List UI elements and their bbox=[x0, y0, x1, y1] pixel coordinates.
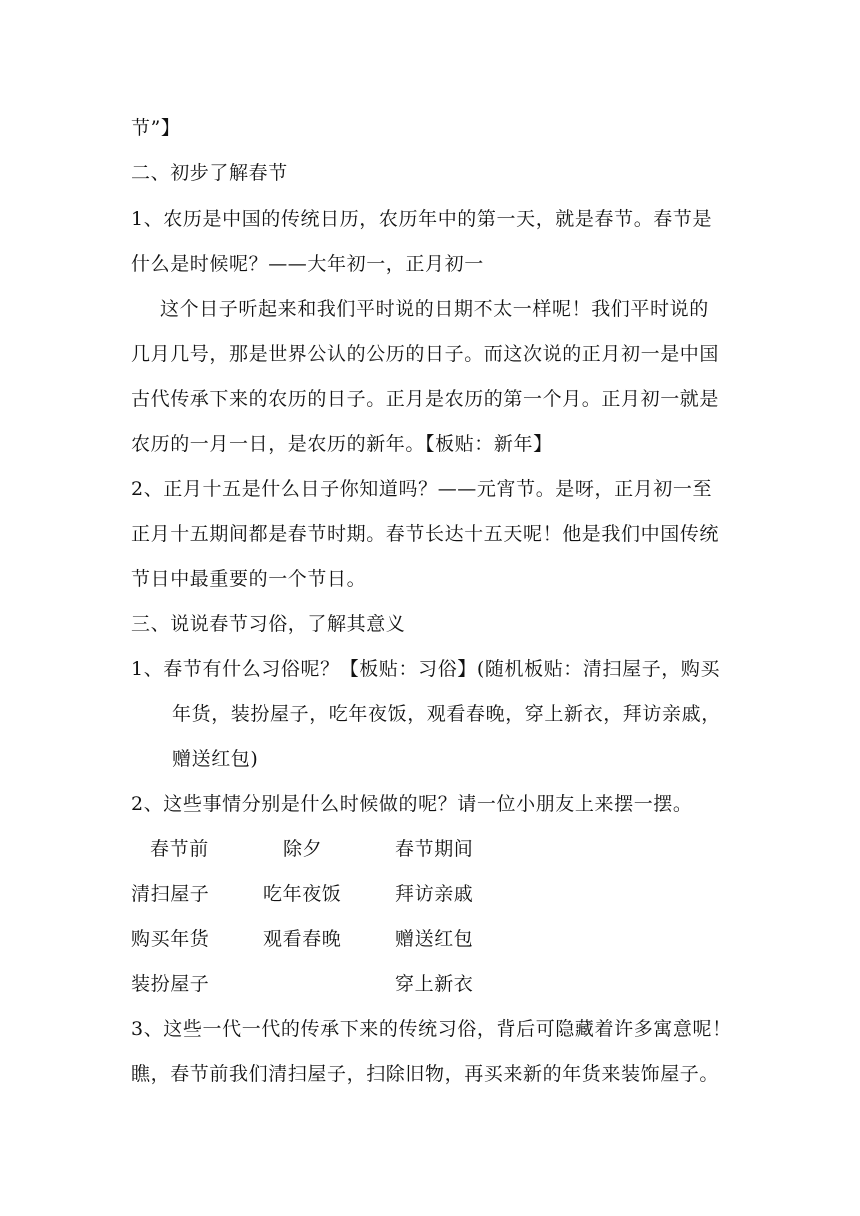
text-line: 几月几号，那是世界公认的公历的日子。而这次说的正月初一是中国 bbox=[131, 343, 720, 365]
table-cell: 拜访亲戚 bbox=[395, 883, 474, 905]
text-line: 正月十五期间都是春节时期。春节长达十五天呢！他是我们中国传统 bbox=[131, 523, 720, 545]
section-heading: 二、初步了解春节 bbox=[131, 162, 288, 184]
text-line: 赠送红包) bbox=[172, 748, 259, 770]
text-line: 古代传承下来的农历的日子。正月是农历的第一个月。正月初一就是 bbox=[131, 388, 720, 410]
text-line: 这个日子听起来和我们平时说的日期不太一样呢！我们平时说的 bbox=[160, 298, 709, 320]
table-header: 除夕 bbox=[283, 838, 323, 860]
text-line: 3、这些一代一代的传承下来的传统习俗，背后可隐藏着许多寓意呢！ bbox=[131, 1018, 732, 1040]
text-line: 2、这些事情分别是什么时候做的呢？请一位小朋友上来摆一摆。 bbox=[131, 793, 693, 815]
table-header: 春节期间 bbox=[395, 838, 474, 860]
text-line: 2、正月十五是什么日子你知道吗？——元宵节。是呀，正月初一至 bbox=[131, 478, 713, 500]
text-line: 节”】 bbox=[131, 117, 181, 139]
table-cell: 购买年货 bbox=[131, 928, 210, 950]
text-line: 年货，装扮屋子，吃年夜饭，观看春晚，穿上新衣，拜访亲戚， bbox=[172, 703, 721, 725]
table-cell: 观看春晚 bbox=[263, 928, 342, 950]
table-cell: 吃年夜饭 bbox=[263, 883, 342, 905]
text-line: 1、农历是中国的传统日历，农历年中的第一天，就是春节。春节是 bbox=[131, 208, 713, 230]
table-cell: 赠送红包 bbox=[395, 928, 474, 950]
text-line: 什么是时候呢？——大年初一，正月初一 bbox=[131, 253, 484, 275]
table-cell: 清扫屋子 bbox=[131, 883, 210, 905]
text-line: 1、春节有什么习俗呢？【板贴：习俗】(随机板贴：清扫屋子，购买 bbox=[131, 658, 721, 680]
table-header: 春节前 bbox=[150, 838, 209, 860]
text-line: 节日中最重要的一个节日。 bbox=[131, 568, 367, 590]
section-heading: 三、说说春节习俗，了解其意义 bbox=[131, 613, 406, 635]
text-line: 瞧，春节前我们清扫屋子，扫除旧物，再买来新的年货来装饰屋子。 bbox=[131, 1063, 720, 1085]
table-cell: 穿上新衣 bbox=[395, 973, 474, 995]
table-cell: 装扮屋子 bbox=[131, 973, 210, 995]
text-line: 农历的一月一日，是农历的新年。【板贴：新年】 bbox=[131, 433, 553, 455]
